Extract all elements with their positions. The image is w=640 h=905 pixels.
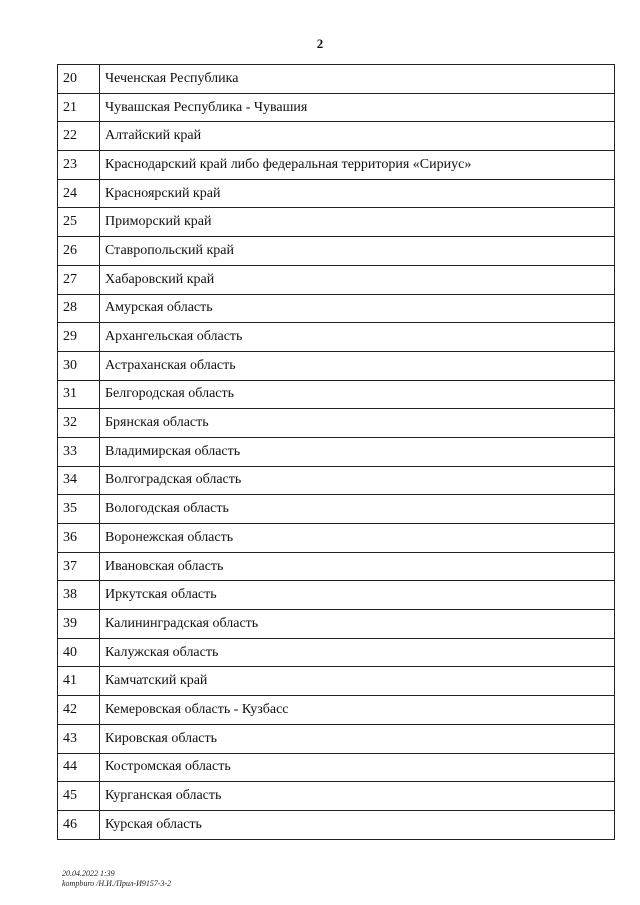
row-number: 20 [58,65,100,94]
region-name: Краснодарский край либо федеральная территория «Сириус» [100,151,615,180]
region-name: Калужская область [100,638,615,667]
region-name: Иркутская область [100,581,615,610]
row-number: 25 [58,208,100,237]
row-number: 38 [58,581,100,610]
region-name: Костромская область [100,753,615,782]
region-name: Кировская область [100,724,615,753]
row-number: 28 [58,294,100,323]
table-row [58,638,615,667]
region-name: Амурская область [100,294,615,323]
row-number: 39 [58,610,100,639]
row-number: 36 [58,524,100,553]
row-number: 21 [58,93,100,122]
table-row [58,782,615,811]
row-number: 26 [58,237,100,266]
row-number: 23 [58,151,100,180]
table-row [58,753,615,782]
row-number: 34 [58,466,100,495]
table-row [58,696,615,725]
table-row [58,667,615,696]
table-row [58,810,615,839]
table-row [58,237,615,266]
row-number: 37 [58,552,100,581]
row-number: 33 [58,437,100,466]
row-number: 43 [58,724,100,753]
table-row [58,524,615,553]
table-row [58,724,615,753]
row-number: 35 [58,495,100,524]
region-name: Кемеровская область - Кузбасс [100,696,615,725]
region-name: Чеченская Республика [100,65,615,94]
region-name: Волгоградская область [100,466,615,495]
row-number: 40 [58,638,100,667]
table-row [58,323,615,352]
page-number: 2 [316,36,324,51]
table-row [58,495,615,524]
region-name: Астраханская область [100,351,615,380]
row-number: 31 [58,380,100,409]
row-number: 32 [58,409,100,438]
table-row [58,581,615,610]
row-number: 42 [58,696,100,725]
region-name: Хабаровский край [100,265,615,294]
region-name: Белгородская область [100,380,615,409]
region-name: Брянская область [100,409,615,438]
row-number: 27 [58,265,100,294]
region-name: Алтайский край [100,122,615,151]
table-row [58,466,615,495]
table-row [58,610,615,639]
row-number: 30 [58,351,100,380]
region-name: Курская область [100,810,615,839]
region-name: Курганская область [100,782,615,811]
table-row [58,151,615,180]
row-number: 29 [58,323,100,352]
footer-timestamp: 20.04.2022 1:39 [62,869,115,878]
region-name: Приморский край [100,208,615,237]
region-name: Красноярский край [100,179,615,208]
footer-file-reference: kompburo /Н.И./Прил-И9157-3-2 [62,879,172,888]
region-name: Ставропольский край [100,237,615,266]
table-row [58,265,615,294]
table-row [58,122,615,151]
region-name: Ивановская область [100,552,615,581]
table-row [58,65,615,94]
table-row [58,294,615,323]
table-row [58,409,615,438]
regions-table [57,64,615,840]
row-number: 45 [58,782,100,811]
table-row [58,380,615,409]
region-name: Владимирская область [100,437,615,466]
row-number: 46 [58,810,100,839]
region-name: Чувашская Республика - Чувашия [100,93,615,122]
table-row [58,93,615,122]
row-number: 24 [58,179,100,208]
regions-table-body [58,65,615,840]
row-number: 44 [58,753,100,782]
row-number: 22 [58,122,100,151]
region-name: Вологодская область [100,495,615,524]
region-name: Архангельская область [100,323,615,352]
table-row [58,437,615,466]
table-row [58,552,615,581]
row-number: 41 [58,667,100,696]
table-row [58,179,615,208]
region-name: Калининградская область [100,610,615,639]
document-footer [62,869,171,889]
table-row [58,351,615,380]
region-name: Камчатский край [100,667,615,696]
region-name: Воронежская область [100,524,615,553]
table-row [58,208,615,237]
